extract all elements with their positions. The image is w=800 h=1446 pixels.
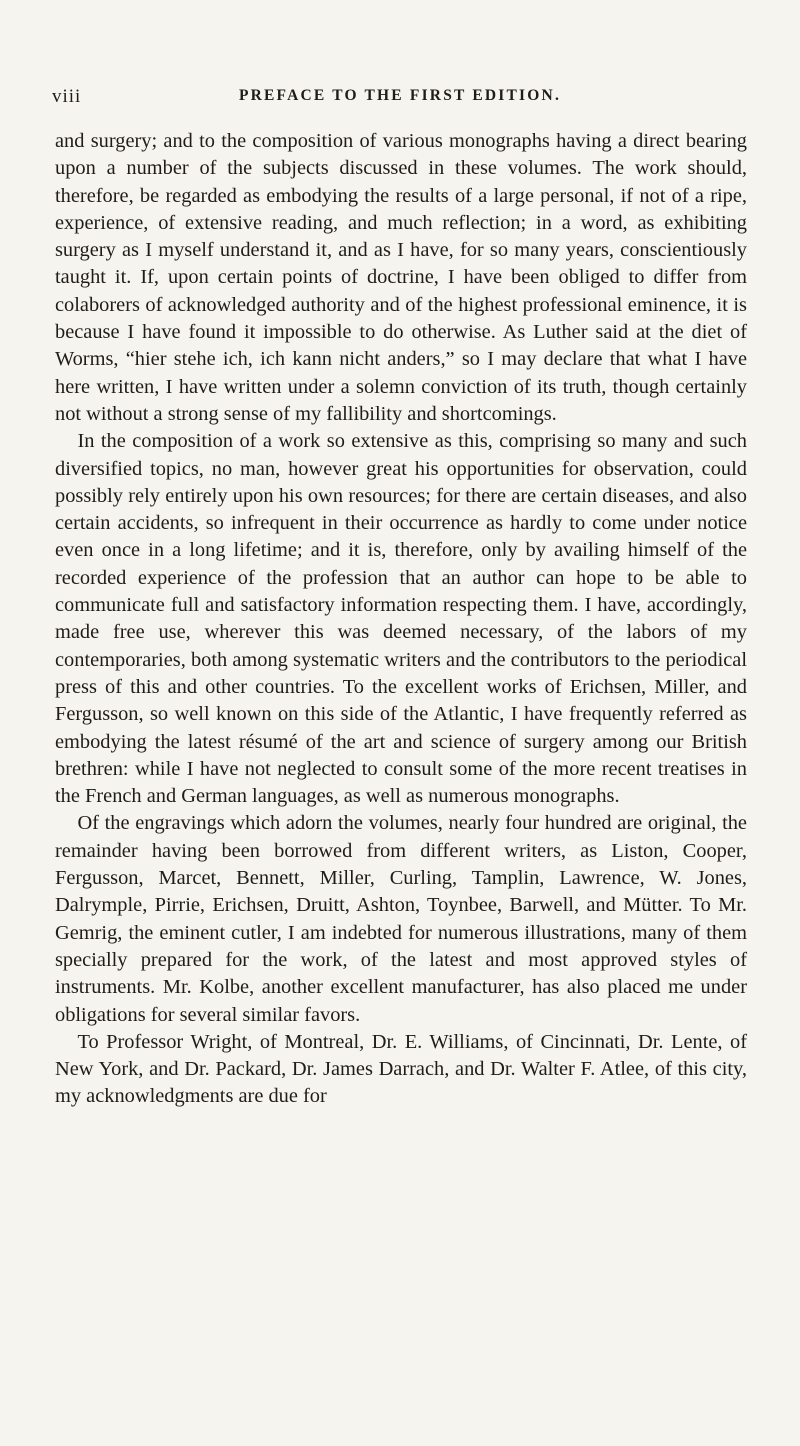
running-head (52, 86, 748, 112)
body-text (55, 128, 747, 1111)
running-title: PREFACE TO THE FIRST EDITION. (238, 87, 562, 104)
paragraph-3: Of the engravings which adorn the volumes, nearly four hundred are original, the remainder having been borrowed from different writers, as Liston, Cooper, Fergusson, Marcet, Bennett, Miller, Curling, Tamplin, Lawrence, W. Jones, Dalrymple, Pirrie, Erichsen, Druitt, Ashton, Toynbee, Barwell, and Mütter. To Mr. Gemrig, the eminent cutler, I am indebted for numerous illustrations, many of them specially prepared for the work, of the latest and most approved styles of instruments. Mr. Kolbe, another excellent manufacturer, has also placed me under obligations for several similar favors. (55, 812, 747, 1026)
paragraph-1: and surgery; and to the composition of various monographs having a direct bearing upon a number of the subjects discussed in these volumes. The work should, therefore, be regarded as embodying the results of a large personal, if not of a ripe, experience, of extensive reading, and much reflection; in a word, as exhibiting surgery as I myself understand it, and as I have, for so many years, conscientiously taught it. If, upon certain points of doctrine, I have been obliged to differ from colaborers of acknowledged authority and of the highest professional eminence, it is because I have found it impossible to do otherwise. As Luther said at the diet of Worms, “hier stehe ich, ich kann nicht anders,” so I may declare that what I have here written, I have written under a solemn conviction of its truth, though certainly not without a strong sense of my fallibility and shortcomings. (55, 130, 747, 425)
paragraph-4: To Professor Wright, of Montreal, Dr. E. Williams, of Cincinnati, Dr. Lente, of New York, and Dr. Packard, Dr. James Darrach, and Dr. Walter F. Atlee, of this city, my acknowledgments are due for (55, 1030, 747, 1108)
paragraph-2: In the composition of a work so extensive as this, comprising so many and such diversified topics, no man, however great his opportunities for observation, could possibly rely entirely upon his own resources; for there are certain diseases, and also certain accidents, so infrequent in their occurrence as hardly to come under notice even once in a long lifetime; and it is, therefore, only by availing himself of the recorded experience of the profession that an author can hope to be able to communicate full and satisfactory information respecting them. I have, accordingly, made free use, wherever this was deemed necessary, of the labors of my contemporaries, both among systematic writers and the contributors to the periodical press of this and other countries. To the excellent works of Erichsen, Miller, and Fergusson, so well known on this side of the Atlantic, I have frequently referred as embodying the latest résumé of the art and science of surgery among our British brethren: while I have not neglected to consult some of the more recent treatises in the French and German languages, as well as numerous monographs. (55, 430, 747, 808)
page-number: viii (52, 86, 82, 107)
